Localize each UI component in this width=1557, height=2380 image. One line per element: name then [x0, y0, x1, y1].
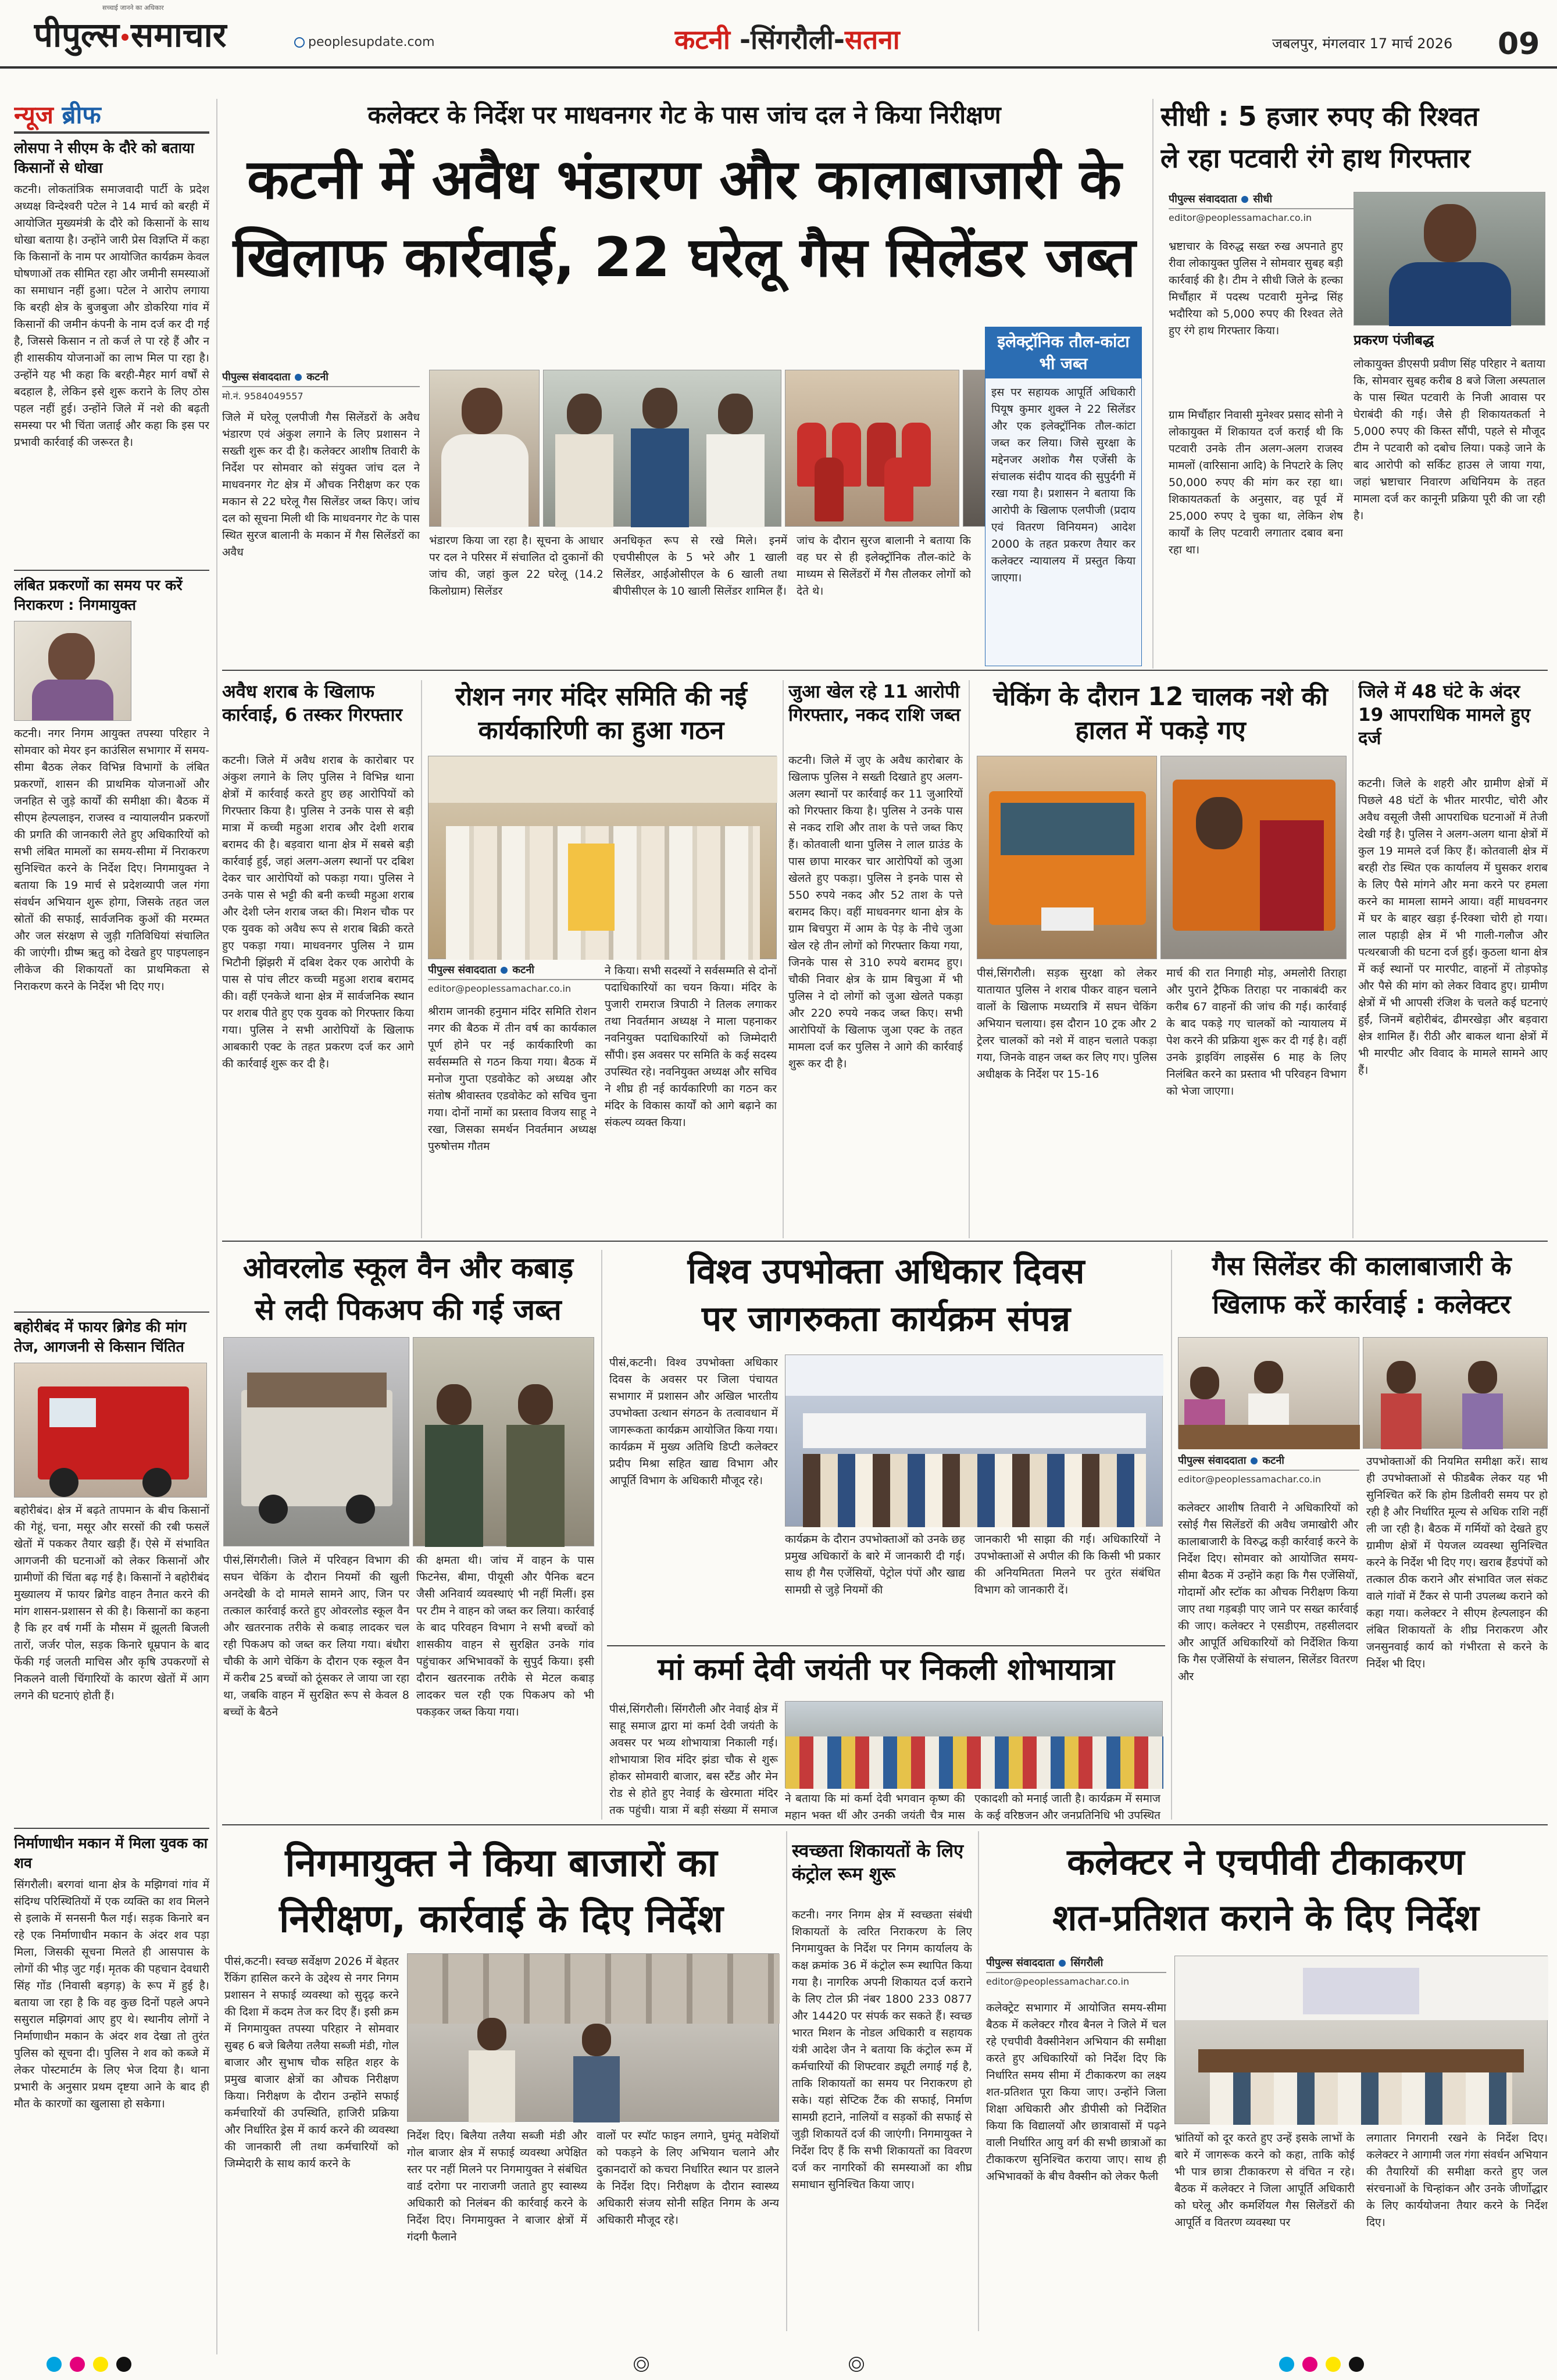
hpv-col-left: कलेक्ट्रेट सभागार में आयोजित समय-सीमा बैठक में कलेक्टर गौरव बैनल ने जिले में चल रहे एचपीवी वैक्सीनेशन अभियान की समीक्षा करते हुए अधिकारियों को निर्देश दिए कि निर्धारित समय सीमा में टीकाकरण का लक्ष्य शत-प्रतिशत पूरा किया जाए। उन्होंने जिला शिक्षा अधिकारी और डीपीसी को निर्देशित किया कि विद्यालयों और छात्रावासों में पढ़ने वाली निर्धारित आयु वर्ग की सभी छात्राओं का टीकाकरण सुनिश्चित कराया जाए। साथ ही अभिभावकों के बीच वैक्सीन को लेकर फैली	[986, 2002, 1166, 2183]
overload-divider	[601, 1250, 602, 1820]
overload-officials-photo	[413, 1337, 594, 1546]
lead-headline-line1: कटनी में अवैध भंडारण और कालाबाजारी के	[247, 148, 1122, 212]
page-number: 09	[1498, 27, 1540, 62]
overload-col2: की क्षमता थी। जांच में वाहन के पास फिटनेस, बीमा, पीयूसी और पैनिक बटन जैसी अनिवार्य व्यवस्थाएं भी नहीं मिलीं। इस पर टीम ने वाहन को जब्त कर लिया। कार्रवाई के बाद परिवहन विभाग ने सभी बच्चों को शासकीय वाहन से सुरक्षित उनके गांव पहुंचाकर अभिभावकों के सुपुर्द किया। इसी दौरान खतरनाक तरीके से मेटल कबाड़ लादकर चल रही एक पिकअप को भी पकड़कर जब्त किया गया।	[416, 1554, 594, 1718]
logo-part2: समाचार	[130, 15, 227, 55]
nigam-market-photo	[407, 1953, 779, 2122]
overload-headline-line1: ओवरलोड स्कूल वैन और कबाड़	[242, 1251, 574, 1285]
hpv-meeting-photo	[1174, 1956, 1548, 2124]
lead-photo-cylinders	[785, 370, 959, 527]
karma-procession-photo	[785, 1701, 1163, 1788]
sidhi-byline: पीपुल्स संवाददाता सीधी editor@peoplessamachar.co.in	[1169, 192, 1366, 229]
brief-story3-body: बहोरीबंद। क्षेत्र में बढ़ते तापमान के बीच किसानों की गेहूं, चना, मसूर और सरसों की रबी फसलें खेतों में पककर तैयार खड़ी हैं। ऐसे में संभावित आगजनी की घटनाओं को लेकर किसानों और ग्रामीणों की चिंता बढ़ गई है। किसानों ने बहोरीबंद मुख्यालय में फायर ब्रिगेड वाहन तैनात करने की मांग शासन-प्रशासन से की है। किसानों का कहना है कि हर वर्ष गर्मी के मौसम में झूलती बिजली तारों, जर्जर पोल, सड़क किनारे धूम्रपान के बाद फेंकी गई जलती माचिस और कृषि उपकरणों से निकलने वाली चिंगारियों के कारण खेतों में आग लगने की घटनाएं होती हैं।	[14, 1504, 209, 1702]
byline-dot-icon	[501, 967, 508, 974]
color-swatch-magenta-left	[70, 2357, 85, 2372]
color-swatch-black-left	[116, 2357, 131, 2372]
lead-sidebox-title: इलेक्ट्रॉनिक तौल-कांटा भी जब्त	[985, 327, 1141, 378]
consumer-karma-rule	[607, 1645, 1165, 1646]
brief-story2-body: कटनी। नगर निगम आयुक्त तपस्या परिहार ने सोमवार को मेयर इन काउंसिल सभागार में समय-सीमा बैठक लेकर विभिन्न विभागों के लंबित प्रकरणों, शासन की प्राथमिक योजनाओं और जनहित से जुड़े कार्यों की समीक्षा की। बैठक में सीएम हेल्पलाइन, राजस्व व न्यायालयीन प्रकरणों की प्रगति की जानकारी लेते हुए अधिकारियों को सभी लंबित मामलों का समय-सीमा में निराकरण सुनिश्चित करने के निर्देश दिए। निगमायुक्त ने बताया कि 19 मार्च से प्रदेशव्यापी जल गंगा संवर्धन अभियान शुरू होगा, जिसके तहत जल स्रोतों की सफाई, सार्वजनिक कुओं की मरम्मत और जल संरक्षण से जुड़ी गतिविधियां संचालित की जाएंगी। ग्रीष्म ऋतु को देखते हुए पाइपलाइन लीकेज की शिकायतों का प्राथमिकता से निराकरण करने के निर्देश भी दिए गए।	[14, 727, 209, 993]
brief-story2-title: लंबित प्रकरणों का समय पर करें निराकरण : निगमायुक्त	[14, 577, 183, 613]
sidhi-body-left: ग्राम मिर्चौहार निवासी मुनेश्वर प्रसाद सोनी ने लोकायुक्त में शिकायत दर्ज कराई थी कि पटवारी उनके तीन अलग-अलग राजस्व मामलों (वारिसाना आदि) के निपटारे के लिए 50,000 रुपए की मांग कर रहा था। शिकायतकर्ता के अनुसार, वह पूर्व में 25,000 रुपए दे चुका था, लेकिन शेष कार्यों के लिए पटवारी लगातार दबाव बना रहा था।	[1169, 409, 1343, 556]
footer-registration-bar	[0, 2349, 1557, 2380]
logo-dot	[122, 34, 128, 41]
nigam-headline-line1: निगमायुक्त ने किया बाजारों का	[285, 1841, 717, 1885]
consumer-col-left: पीसं,कटनी। विश्व उपभोक्ता अधिकार दिवस के अवसर पर जिला पंचायत सभागार में प्रशासन और अखिल भारतीय उपभोक्ता उत्थान संगठन के तत्वावधान में जागरूकता कार्यक्रम आयोजित किया गया। कार्यक्रम में मुख्य अतिथि डिप्टी कलेक्टर प्रदीप मिश्रा सहित खाद्य विभाग और आपूर्ति विभाग के अधिकारी मौजूद रहे।	[609, 1356, 778, 1487]
gascollector-headline-line2: खिलाफ करें कार्रवाई : कलेक्टर	[1212, 1289, 1511, 1320]
gamble-divider	[969, 680, 970, 1238]
row1-rule	[222, 670, 1548, 671]
gascollector-byline: पीपुल्स संवाददाता कटनी editor@peoplessamachar.co.in	[1178, 1453, 1359, 1491]
lead-col2: भंडारण किया जा रहा है। सूचना के आधार पर दल ने परिसर में संचालित दो दुकानों की जांच की, जहां कुल 22 घरेलू (14.2 किलोग्राम) सिलेंडर	[429, 534, 603, 598]
hpv-col1: भ्रांतियों को दूर करते हुए उन्हें इसके लाभों के बारे में जागरूक करने को कहा, ताकि कोई भी पात्र छात्रा टीकाकरण से वंचित न रहे। बैठक में कलेक्टर ने जिला आपूर्ति अधिकारी को घरेलू और कमर्शियल गैस सिलेंडरों की आपूर्ति व वितरण व्यवस्था पर	[1174, 2132, 1355, 2229]
gascollector-meeting-photo	[1178, 1337, 1359, 1449]
masthead	[0, 0, 1557, 69]
brief-story4-body: सिंगरौली। बरगवां थाना क्षेत्र के मझिगवां गांव में संदिग्ध परिस्थितियों में एक व्यक्ति का शव मिलने से इलाके में सनसनी फैल गई। सड़क किनारे बन रहे एक निर्माणाधीन मकान के अंदर शव पड़ा मिला, जिसकी सूचना मिलते ही आसपास के लोगों की भीड़ जुट गई। मृतक की पहचान देवधारी सिंह गोंड (निवासी बड़गड़) के रूप में हुई है। बताया जा रहा है कि वह कुछ दिनों पहले अपने ससुराल मझिगवां आए हुए थे। स्थानीय लोगों ने निर्माणाधीन मकान के अंदर शव देखा तो तुरंत पुलिस को सूचना दी। पुलिस ने शव को कब्जे में लेकर पोस्टमार्टम के लिए भेज दिया है। थाना प्रभारी के अनुसार प्रथम दृष्टया आने के बाद ही मौत के कारणों का खुलासा हो सकेगा।	[14, 1878, 209, 2110]
karma-col-left: पीसं,सिंगरौली। सिंगरौली और नेवाई क्षेत्र में साहू समाज द्वारा मां कर्मा देवी जयंती के अवसर पर भव्य शोभायात्रा निकाली गई। शोभायात्रा शिव मंदिर झंडा चौक से शुरू होकर सोमवारी बाजार, बस स्टैंड और मेन रोड से होते हुए नेवाई के खेरमाता मंदिर तक पहुंची। यात्रा में बड़ी संख्या में समाज	[609, 1703, 778, 1817]
section-title	[674, 21, 1047, 58]
brief-divider	[216, 99, 217, 2354]
registration-mark-right	[849, 2357, 864, 2372]
liquor-divider	[421, 680, 422, 1238]
consumer-event-photo	[785, 1355, 1163, 1527]
sidhi-email[interactable]: editor@peoplessamachar.co.in	[1169, 212, 1312, 223]
color-swatch-yellow	[1326, 2357, 1341, 2372]
hpv-headline-line1: कलेक्टर ने एचपीवी टीकाकरण	[1067, 1841, 1465, 1883]
nigam-divider	[786, 1831, 787, 2331]
hpv-byline: पीपुल्स संवाददाता सिंगरौली editor@peoplessamachar.co.in	[986, 1956, 1166, 1993]
checking-truck-photo2	[1160, 756, 1347, 959]
lead-right-divider	[1152, 99, 1154, 669]
lead-col1: जिले में घरेलू एलपीजी गैस सिलेंडरों के अवैध भंडारण एवं अंकुश लगाने के लिए प्रशासन ने सख्ती शुरू कर दी है। कलेक्टर आशीष तिवारी के निर्देश पर सोमवार को संयुक्त जांच दल ने माधवनगर गेट क्षेत्र में औचक निरीक्षण कर एक मकान से 22 घरेलू गैस सिलेंडर जब्त किए। जांच दल को सूचना मिली थी कि माधवनगर गेट के पास स्थित सुरज बालानी के मकान में गैस सिलेंडरों का अवैध	[222, 411, 420, 559]
row3-rule	[222, 1824, 1548, 1825]
section-katni: कटनी	[674, 24, 730, 55]
crime48-body: कटनी। जिले के शहरी और ग्रामीण क्षेत्रों में पिछले 48 घंटों के भीतर मारपीट, चोरी और अवैध वसूली जैसी आपराधिक घटनाओं में तेजी देखी गई है। पुलिस ने अलग-अलग थाना क्षेत्रों में कुल 19 मामले दर्ज किए हैं। कोतवाली क्षेत्र में बरही रोड स्थित एक कार्यालय में घुसकर शराब के लिए पैसे मांगने और मना करने पर हमला करने का मामला सामने आया। वहीं माधवनगर में घर के बाहर खड़ा ई-रिक्शा चोरी हो गया। लाल पहाड़ी क्षेत्र में भी गाली-गलौज और पत्थरबाजी की घटना दर्ज हुई। कुठला थाना क्षेत्र में कई स्थानों पर मारपीट, वाहनों में तोड़फोड़ और पैसे की मांग को लेकर विवाद हुए। ग्रामीण क्षेत्रों में भी आपसी रंजिश के चलते कई घटनाएं हुईं, जिनमें बहोरीबंद, ढीमरखेड़ा और बड़वारा क्षेत्र शामिल हैं। रीठी और बाकल थाना क्षेत्रों में भी मारपीट और विवाद के मामले सामने आए हैं।	[1358, 777, 1548, 1077]
lead-sidebox	[985, 327, 1142, 666]
lead-kicker: कलेक्टर के निर्देश पर माधवनगर गेट के पास जांच दल ने किया निरीक्षण	[367, 101, 1001, 129]
brief-story1-body: कटनी। लोकतांत्रिक समाजवादी पार्टी के प्रदेश अध्यक्ष विन्देश्वरी पटेल ने 14 मार्च को बरही में आयोजित मुख्यमंत्री के दौरे को किसानों के साथ धोखा बताया है। उन्होंने जारी प्रेस विज्ञप्ति में कहा कि किसानों के नाम पर आयोजित कार्यक्रम केवल घोषणाओं तक सीमित रहा और जमीनी समस्याओं का समाधान नहीं हुआ। पटेल ने आरोप लगाया कि बरही क्षेत्र के बुजबुजा और डोकरिया गांव में किसानों की जमीन कंपनी के नाम दर्ज कर दी गई है, जिससे किसान न तो कर्ज ले पा रहे हैं और न ही शासकीय योजनाओं का लाभ मिल पा रहा है। उन्होंने यह भी कहा कि बरही-मैहर मार्ग वर्षों से बदहाल है, लेकिन इसे शुरू कराने के लिए ठोस पहल नहीं हुई। उन्होंने जिले में नशे की बढ़ती समस्या पर भी चिंता जताई और कहा कि इस पर प्रभावी कार्रवाई की जरूरत है।	[14, 183, 209, 449]
section-sep1: -	[730, 24, 751, 55]
lead-photo-team	[543, 370, 781, 527]
brief-story3-photo	[14, 1363, 207, 1498]
globe-icon	[294, 37, 305, 48]
checking-divider	[1352, 680, 1354, 1238]
sidhi-body-right: लोकायुक्त डीएसपी प्रवीण सिंह परिहार ने बताया कि, सोमवार सुबह करीब 8 बजे जिला अस्पताल के पास स्थित पटवारी के निजी आवास पर घेराबंदी की गई। जैसे ही शिकायतकर्ता ने 5,000 रुपए की किस्त सौंपी, पहले से मौजूद टीम ने पटवारी को दबोच लिया। पकड़े जाने के बाद आरोपी को सर्किट हाउस ले जाया गया, जहां भ्रष्टाचार निवारण अधिनियम के तहत मामला दर्ज कर कानूनी प्रक्रिया पूरी की जा रही है।	[1354, 358, 1545, 522]
liquor-headline: अवैध शराब के खिलाफ कार्रवाई, 6 तस्कर गिरफ्तार	[222, 681, 403, 726]
section-singrauli: सिंगरौली	[751, 24, 834, 55]
lead-col3: अनधिकृत रूप से रखे मिले। इनमें एचपीसीएल के 5 भरे और 1 खाली सिलेंडर, आईओसीएल के 6 खाली तथा बीपीसीएल के 10 खाली सिलेंडर शामिल हैं।	[613, 534, 787, 598]
checking-headline: चेकिंग के दौरान 12 चालक नशे की हालत में पकड़े गए	[993, 682, 1328, 745]
color-swatch-cyan-left	[47, 2357, 62, 2372]
color-swatch-yellow-left	[93, 2357, 108, 2372]
byline-dot-icon	[1059, 1960, 1066, 1967]
section-satna: सतना	[844, 24, 900, 55]
brief-story4-title: निर्माणाधीन मकान में मिला युवक का शव	[14, 1835, 208, 1871]
color-swatch-black	[1349, 2357, 1364, 2372]
dateline: जबलपुर, मंगलवार 17 मार्च 2026	[1272, 35, 1453, 52]
nigam-col1: पीसं,कटनी। स्वच्छ सर्वेक्षण 2026 में बेहतर रैंकिंग हासिल करने के उद्देश्य से नगर निगम प्रशासन ने सफाई व्यवस्था को सुदृढ़ करने की दिशा में कदम तेज कर दिए हैं। इसी क्रम में निगमायुक्त तपस्या परिहार ने सोमवार सुबह 6 बजे बिलैया तलैया सब्जी मंडी, गोल बाजार और सुभाष चौक सहित शहर के प्रमुख बाजार क्षेत्रों का औचक निरीक्षण किया। निरीक्षण के दौरान उन्होंने सफाई कर्मचारियों की उपस्थिति, हाजिरी प्रक्रिया और निर्धारित ड्रेस में कार्य करने की व्यवस्था की जानकारी ली तथा कर्मचारियों को जिम्मेदारी के साथ कार्य करने के	[224, 1955, 399, 2170]
nigam-col3: वालों पर स्पॉट फाइन लगाने, घुमंतू मवेशियों को पकड़ने के लिए अभियान चलाने और दुकानदारों को कचरा निर्धारित स्थान पर डालने के निर्देश दिए। निरीक्षण के दौरान स्वास्थ्य अधिकारी संजय सोनी सहित निगम के अन्य अधिकारी मौजूद रहे।	[597, 2129, 779, 2227]
website-text: peoplesupdate.com	[308, 35, 435, 49]
sidhi-photo-caption: प्रकरण पंजीबद्ध	[1354, 332, 1434, 348]
color-swatch-magenta	[1302, 2357, 1317, 2372]
byline-dot-icon	[1241, 196, 1248, 203]
byline-dot-icon	[295, 374, 302, 381]
overload-col1: पीसं,सिंगरौली। जिले में परिवहन विभाग की सघन चेकिंग के दौरान नियमों की खुली अनदेखी के दो मामले सामने आए, जिन पर तत्काल कार्रवाई करते हुए ओवरलोड स्कूल वैन और खतरनाक तरीके से कबाड़ लादकर चल रही पिकअप को जब्त कर लिया गया। बंधौरा चौकी के आगे चेकिंग के दौरान एक स्कूल वैन में करीब 25 बच्चों को ठूंसकर ले जाया जा रहा था, जबकि वाहन में सुरक्षित रूप से केवल 8 बच्चों के बैठने	[223, 1554, 409, 1718]
lead-sidebox-body: इस पर सहायक आपूर्ति अधिकारी पियूष कुमार शुक्ल ने 22 सिलेंडर और एक इलेक्ट्रॉनिक तौल-कांटा जब्त कर लिया। जिसे सुरक्षा के मद्देनजर अशोक गैस एजेंसी के संचालक संदीप यादव की सुपुर्दगी में रखा गया है। प्रशासन ने बताया कि आरोपी के खिलाफ एलपीजी (प्रदाय एवं वितरण विनियमन) आदेश 2000 के तहत प्रकरण तैयार कर कलेक्टर न्यायालय में प्रस्तुत किया जाएगा।	[991, 386, 1135, 584]
sidhi-headline-line2: ले रहा पटवारी रंगे हाथ गिरफ्तार	[1160, 142, 1470, 174]
registration-mark-left	[634, 2357, 649, 2372]
checking-col1: पीसं,सिंगरौली। सड़क सुरक्षा को लेकर यातायात पुलिस ने शराब पीकर वाहन चलाने वालों के खिलाफ मध्यरात्रि में सघन चेकिंग अभियान चलाया। इस दौरान 10 ट्रक और 2 ट्रेलर चालकों को नशे में वाहन चलाते पकड़ा गया, जिनके वाहन जब्त कर लिए गए। पुलिस अधीक्षक के निर्देश पर 15-16	[977, 967, 1157, 1081]
gascollector-col1: कलेक्टर आशीष तिवारी ने अधिकारियों को रसोई गैस सिलेंडरों की अवैध जमाखोरी और कालाबाजारी के विरुद्ध कड़ी कार्रवाई करने के निर्देश दिए। सोमवार को आयोजित समय-सीमा बैठक में उन्होंने कहा कि गैस एजेंसियों, गोदामों और स्टॉक का औचक निरीक्षण किया जाए तथा गड़बड़ी पाए जाने पर सख्त कार्रवाई की जाए। कलेक्टर ने एसडीएम, तहसीलदार और आपूर्ति अधिकारियों को निर्देशित किया कि गैस एजेंसियों के संचालन, सिलेंडर वितरण और	[1178, 1502, 1358, 1683]
brief-story1-title: लोसपा ने सीएम के दौरे को बताया किसानों से धोखा	[14, 140, 195, 176]
nigam-headline-line2: निरीक्षण, कार्रवाई के दिए निर्देश	[279, 1896, 723, 1941]
gascollector-headline-line1: गैस सिलेंडर की कालाबाजारी के	[1212, 1250, 1512, 1281]
brief-title: न्यूज ब्रीफ	[14, 101, 101, 129]
checking-truck-photo1	[977, 756, 1157, 959]
lead-phone: मो.नं. 9584049557	[222, 391, 303, 402]
hpv-email[interactable]: editor@peoplessamachar.co.in	[986, 1976, 1130, 1987]
color-swatch-cyan	[1279, 2357, 1294, 2372]
temple-email[interactable]: editor@peoplessamachar.co.in	[428, 983, 572, 994]
brief-story3-title: बहोरीबंद में फायर ब्रिगेड की मांग तेज, आगजनी से किसान चिंतित	[14, 1318, 187, 1355]
nigam-col2: निर्देश दिए। बिलैया तलैया सब्जी मंडी और गोल बाजार क्षेत्र में सफाई व्यवस्था अपेक्षित स्तर पर नहीं मिलने पर निगमायुक्त ने संबंधित वार्ड दरोगा पर नाराजगी जताते हुए स्वास्थ्य अधिकारी को निलंबन की कार्रवाई करने के निर्देश दिए। निगमायुक्त ने बाजार क्षेत्रों में गंदगी फैलाने	[407, 2129, 587, 2243]
karma-col2: एकादशी को मनाई जाती है। कार्यक्रम में समाज के कई वरिष्ठजन और जनप्रतिनिधि भी उपस्थित	[974, 1792, 1160, 1822]
gascollector-email[interactable]: editor@peoplessamachar.co.in	[1178, 1474, 1322, 1485]
sidhi-body-top: भ्रष्टाचार के विरुद्ध सख्त रुख अपनाते हुए रीवा लोकायुक्त पुलिस ने सोमवार सुबह बड़ी कार्रवाई की है। टीम ने सीधी जिले के हल्का मिर्चौहार में पदस्थ पटवारी मुनेन्द्र सिंह भदौरिया को 5,000 रुपए की रिश्वत लेते हुए रंगे हाथ गिरफ्तार किया।	[1169, 240, 1343, 337]
lead-col4: जांच के दौरान सुरज बालानी ने बताया कि वह घर से ही इलेक्ट्रॉनिक तौल-कांटे के माध्यम से सिलेंडरों में गैस तौलकर लोगों को देते थे।	[797, 534, 971, 598]
crime48-headline: जिले में 48 घंटे के अंदर 19 आपराधिक मामले हुए दर्ज	[1358, 681, 1531, 749]
consumer-col1: कार्यक्रम के दौरान उपभोक्ताओं को उनके छह प्रमुख अधिकारों के बारे में जानकारी दी गई। साथ ही गैस एजेंसियों, पेट्रोल पंपों और खाद्य सामग्री से जुड़े नियमों की	[785, 1533, 965, 1596]
consumer-headline-line1: विश्व उपभोक्ता अधिकार दिवस	[687, 1251, 1085, 1292]
lead-headline-line2: खिलाफ कार्रवाई, 22 घरेलू गैस सिलेंडर जब्त	[233, 226, 1136, 290]
brief-story2-photo	[14, 621, 131, 721]
newspaper-logo	[34, 12, 278, 58]
byline-dot-icon	[1251, 1457, 1258, 1464]
logo-part1: पीपुल्स	[34, 15, 119, 55]
swachhta-body: कटनी। नगर निगम क्षेत्र में स्वच्छता संबंधी शिकायतों के त्वरित निराकरण के लिए निगमायुक्त के निर्देश पर निगम कार्यालय के कक्ष क्रमांक 36 में कंट्रोल रूम स्थापित किया गया है। नागरिक अपनी शिकायत दर्ज कराने के लिए टोल फ्री नंबर 1800 233 0877 और 14420 पर संपर्क कर सकते हैं। स्वच्छ भारत मिशन के नोडल अधिकारी व सहायक यंत्री आदेश जैन ने बताया कि कंट्रोल रूम में कर्मचारियों की शिफ्टवार ड्यूटी लगाई गई है, ताकि शिकायतों का समय पर निराकरण हो सके। यहां सेप्टिक टैंक की सफाई, निर्माण सामग्री हटाने, नालियों व सड़कों की सफाई से जुड़ी शिकायतें दर्ज की जाएंगी। निगमायुक्त ने निर्देश दिए हैं कि सभी शिकायतों का विवरण दर्ज कर नागरिकों की समस्याओं का शीघ्र समाधान सुनिश्चित किया जाए।	[792, 1909, 972, 2191]
temple-col1: श्रीराम जानकी हनुमान मंदिर समिति रोशन नगर की बैठक में तीन वर्ष का कार्यकाल पूर्ण होने पर नई कार्यकारिणी का सर्वसम्मति से गठन किया गया। बैठक में मनोज गुप्ता एडवोकेट को अध्यक्ष और संतोष श्रीवास्तव एडवोकेट को सचिव चुना गया। दोनों नामों का प्रस्ताव विजय साहू ने रखा, जिसका समर्थन निवर्तमान अध्यक्ष पुरुषोत्तम गौतम	[428, 1005, 597, 1153]
lead-byline: पीपुल्स संवाददाता कटनी मो.नं. 9584049557	[222, 370, 420, 407]
swachhta-divider	[978, 1831, 979, 2331]
overload-pickup-photo	[223, 1337, 409, 1546]
gamble-headline: जुआ खेल रहे 11 आरोपी गिरफ्तार, नकद राशि जब्त	[788, 681, 960, 726]
overload-headline-line2: से लदी पिकअप की गई जब्त	[255, 1293, 562, 1327]
karma-headline: मां कर्मा देवी जयंती पर निकली शोभायात्रा	[658, 1652, 1115, 1687]
gamble-body: कटनी। जिले में जुए के अवैध कारोबार के खिलाफ पुलिस ने सख्ती दिखाते हुए अलग-अलग स्थानों पर कार्रवाई कर 11 जुआरियों को गिरफ्तार किया है। पुलिस ने उनके पास से नकद राशि और ताश के पत्ते जब्त किए हैं। कोतवाली थाना पुलिस ने लाल ग्राउंड के पास छापा मारकर चार आरोपियों को जुआ खेलते हुए पकड़ा। पुलिस ने इनके पास से 550 रुपये नकद और 52 ताश के पत्ते बरामद किए। वहीं माधवनगर थाना क्षेत्र के ग्राम बिचपुरा में आम के पेड़ के नीचे जुआ खेल रहे तीन लोगों को गिरफ्तार किया गया, जिनके पास से 310 रुपये बरामद हुए। चौकी निवार क्षेत्र के ग्राम बिचुआ में भी पुलिस ने दो लोगों को जुआ खेलते पकड़ा और 220 रुपये नकद जब्त किए। सभी आरोपियों के खिलाफ जुआ एक्ट के तहत मामला दर्ज कर पुलिस ने आगे की कार्रवाई शुरू कर दी है।	[788, 754, 963, 1070]
news-brief-column	[14, 99, 209, 2354]
hpv-headline-line2: शत-प्रतिशत कराने के दिए निर्देश	[1052, 1896, 1479, 1939]
temple-divider	[783, 680, 784, 1238]
sidhi-accused-photo	[1354, 192, 1545, 326]
checking-col2: मार्च की रात निगाही मोड़, अमलोरी तिराहा और पुराने ट्रैफिक तिराहा पर नाकाबंदी कर करीब 67 वाहनों की जांच की गई। कार्रवाई के बाद पकड़े गए चालकों को न्यायालय में पेश करने की प्रक्रिया शुरू कर दी गई है। वहीं उनके ड्राइविंग लाइसेंस 6 माह के लिए निलंबित करने का प्रस्ताव भी परिवहन विभाग को भेजा जाएगा।	[1166, 967, 1347, 1098]
liquor-body: कटनी। जिले में अवैध शराब के कारोबार पर अंकुश लगाने के लिए पुलिस ने विभिन्न थाना क्षेत्रों में कार्रवाई करते हुए छह आरोपियों को गिरफ्तार किया है। पुलिस ने उनके पास से बड़ी मात्रा में कच्ची महुआ शराब और देशी शराब बरामद की है। बड़वारा थाना क्षेत्र में सबसे बड़ी कार्रवाई हुई, जहां अलग-अलग स्थानों पर दबिश देकर चार आरोपियों को पकड़ा गया। पुलिस ने उनके पास से भट्टी की बनी कच्ची महुआ शराब और देशी प्लेन शराब जब्त की। मिशन चौक पर एक युवक को अवैध रूप से शराब बिक्री करते हुए पकड़ा गया। माधवनगर पुलिस ने ग्राम भिटौनी झिंझरी में दबिश देकर एक आरोपी के पास से पांच लीटर कच्ची महुआ शराब बरामद की। वहीं एनकेजे थाना क्षेत्र में सार्वजनिक स्थान पर शराब पीते हुए एक युवक को गिरफ्तार किया गया। पुलिस ने सभी आरोपियों के खिलाफ आबकारी एक्ट के तहत प्रकरण दर्ज कर आगे की कार्रवाई शुरू कर दी है।	[222, 754, 414, 1070]
temple-byline: पीपुल्स संवाददाता कटनी editor@peoplessamachar.co.in	[428, 963, 626, 1000]
temple-headline: रोशन नगर मंदिर समिति की नई कार्यकारिणी का हुआ गठन	[455, 682, 747, 745]
row2-rule	[222, 1241, 1548, 1242]
lead-photo-officials	[429, 370, 540, 527]
temple-group-photo	[428, 756, 777, 959]
website-url[interactable]	[294, 35, 445, 53]
sidhi-headline-line1: सीधी : 5 हजार रुपए की रिश्वत	[1160, 101, 1479, 132]
gascollector-officials-photo	[1363, 1337, 1548, 1449]
hpv-col2: लगातार निगरानी रखने के निर्देश दिए। कलेक्टर ने आगामी जल गंगा संवर्धन अभियान की तैयारियों की समीक्षा करते हुए जल संरचनाओं के चिन्हांकन और उनके जीर्णोद्धार के लिए कार्ययोजना तैयार करने के निर्देश दिए।	[1366, 2132, 1548, 2229]
gascollector-col2: उपभोक्ताओं की नियमित समीक्षा करें। साथ ही उपभोक्ताओं से फीडबैक लेकर यह भी सुनिश्चित करें कि होम डिलीवरी समय पर हो रही है और निर्धारित मूल्य से अधिक राशि नहीं ली जा रही है। बैठक में गर्मियों को देखते हुए ग्रामीण क्षेत्रों में पेयजल व्यवस्था सुनिश्चित करने के निर्देश भी दिए गए। खराब हैंडपंपों को तत्काल ठीक कराने और संभावित जल संकट वाले गांवों में टैंकर से पानी उपलब्ध कराने को कहा गया। कलेक्टर ने सीएम हेल्पलाइन की लंबित शिकायतों के शीघ्र निराकरण और जनसुनवाई कार्य को गंभीरता से करने के निर्देश भी दिए।	[1366, 1455, 1548, 1670]
consumer-col2: जानकारी भी साझा की गई। अधिकारियों ने उपभोक्ताओं से अपील की कि किसी भी प्रकार की अनियमितता मिलने पर तुरंत संबंधित विभाग को जानकारी दें।	[974, 1533, 1160, 1596]
swachhta-headline: स्वच्छता शिकायतों के लिए कंट्रोल रूम शुरू	[792, 1841, 964, 1885]
masthead-tagline: सच्चाई जानने का अधिकार	[102, 4, 164, 12]
section-sep2: -	[833, 24, 845, 55]
consumer-divider	[1171, 1250, 1172, 1820]
consumer-headline-line2: पर जागरुकता कार्यक्रम संपन्न	[701, 1299, 1071, 1339]
karma-col1: ने बताया कि मां कर्मा देवी भगवान कृष्ण की महान भक्त थीं और उनकी जयंती चैत्र मास	[785, 1792, 965, 1822]
temple-col2: ने किया। सभी सदस्यों ने सर्वसम्मति से दोनों पदाधिकारियों का चयन किया। मंदिर के पुजारी रामराज त्रिपाठी ने तिलक लगाकर तथा निवर्तमान अध्यक्ष ने माला पहनाकर नवनियुक्त पदाधिकारियों को जिम्मेदारी सौंपी। इस अवसर पर समिति के कई सदस्य उपस्थित रहे। नवनियुक्त अध्यक्ष और सचिव ने शीघ्र ही नई कार्यकारिणी का गठन कर मंदिर के विकास कार्यों को आगे बढ़ाने का संकल्प व्यक्त किया।	[605, 964, 777, 1129]
